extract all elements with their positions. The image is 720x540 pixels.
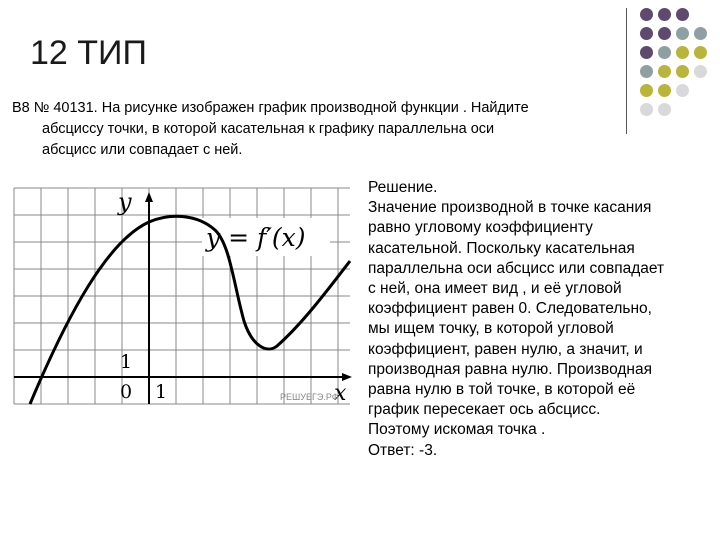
decorative-dot-grid <box>640 8 720 128</box>
dot <box>640 65 653 78</box>
task-line-1: В8 № 40131. На рисунке изображен график производной функции . Найдите <box>12 100 529 116</box>
task-line-2: абсциссу точки, в которой касательная к графику параллельна оси <box>42 121 495 137</box>
dot <box>676 65 689 78</box>
solution-line: производная равна нулю. Производная <box>368 360 652 378</box>
dot <box>694 65 707 78</box>
y-axis-arrow <box>145 192 153 202</box>
dot <box>694 27 707 40</box>
task-text <box>12 98 602 161</box>
solution-line: мы ищем точку, в которой угловой <box>368 320 614 338</box>
dot <box>640 103 653 116</box>
solution-line: Значение производной в точке касания <box>368 199 652 217</box>
dot <box>694 46 707 59</box>
dot <box>676 46 689 59</box>
dot <box>640 8 653 21</box>
function-label: y = f′(x) <box>206 223 306 252</box>
dot <box>676 27 689 40</box>
page-title: 12 ТИП <box>30 34 147 72</box>
solution-answer: Ответ: -3. <box>368 441 438 459</box>
solution-line: равна нулю в той точке, в которой её <box>368 381 636 399</box>
dot <box>676 84 689 97</box>
solution-line: равно угловому коэффициенту <box>368 219 593 237</box>
y-axis-label: y <box>118 188 132 216</box>
tick-one-x: 1 <box>155 381 168 403</box>
task-line-3: абсцисс или совпадает с ней. <box>42 142 243 158</box>
dot <box>658 46 671 59</box>
solution-line: коэффициент равен 0. Следовательно, <box>368 300 652 318</box>
divider-line <box>626 8 627 134</box>
dot <box>658 65 671 78</box>
solution-line: Поэтому искомая точка . <box>368 421 546 439</box>
x-axis-label: x <box>334 381 347 406</box>
solution-line: касательной. Поскольку касательная <box>368 239 635 257</box>
x-axis-arrow <box>342 373 352 381</box>
solution-line: параллельна оси абсцисс или совпадает <box>368 259 665 277</box>
solution-line: график пересекает ось абсцисс. <box>368 401 601 419</box>
solution-line: коэффициент, равен нулю, а значит, и <box>368 340 643 358</box>
solution-line: с ней, она имеет вид , и её угловой <box>368 280 622 298</box>
dot <box>658 84 671 97</box>
watermark: РЕШУЕГЭ.РФ <box>280 392 339 402</box>
dot <box>658 8 671 21</box>
dot <box>640 84 653 97</box>
dot <box>658 103 671 116</box>
dot <box>640 46 653 59</box>
dot <box>640 27 653 40</box>
solution-text <box>368 178 718 461</box>
tick-one-y: 1 <box>120 351 133 373</box>
dot <box>676 8 689 21</box>
tick-zero: 0 <box>120 381 133 403</box>
solution-line: Решение. <box>368 179 438 196</box>
derivative-graph <box>12 186 352 406</box>
dot <box>658 27 671 40</box>
